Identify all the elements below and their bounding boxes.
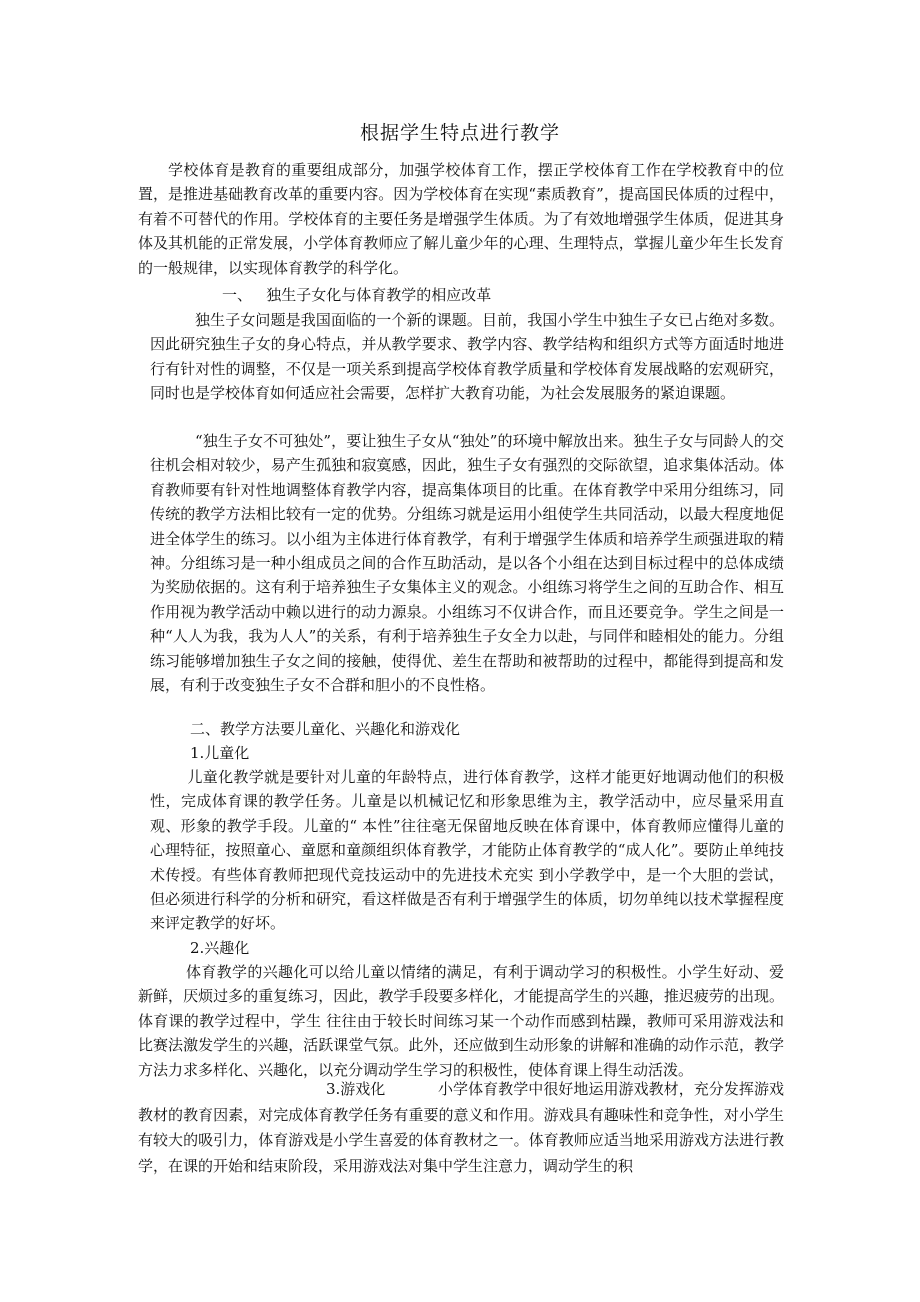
section-1-paragraph-2: “独生子女不可独处”，要让独生子女从“独处”的环境中解放出来。独生子女与同龄人的交往机会相对较少，易产生孤独和寂寞感，因此，独生子女有强烈的交际欲望，追求集体活动。体育教师要有针对性地调整体育教学内容，提高集体项目的比重。在体育教学中采用分组练习，同传统的教学方法相比较有一定的优势。分组练习就是运用小组使学生共同活动，以最大程度地促进全体学生的练习。以小组为主体进行体育教学，有利于增强学生体质和培养学生顽强进取的精神。分组练习是一种小组成员之间的合作互助活动，是以各个小组在达到目标过程中的总体成绩为奖励依据的。这有利于培养独生子女集体主义的观念。小组练习将学生之间的互助合作、相互作用视为教学活动中赖以进行的动力源泉。小组练习不仅讲合作，而且还要竞争。学生之间是一种“人人为我，我为人人”的关系，有利于培养独生子女全力以赴，与同伴和睦相处的能力。分组练习能够增加独生子女之间的接触，使得优、差生在帮助和被帮助的过程中，都能得到提高和发展，有利于改变独生子女不合群和胆小的不良性格。: [150, 432, 784, 695]
subsection-3-paragraph: 小学体育教学中很好地运用游戏教材，充分发挥游戏教材的教育因素，对完成体育教学任务有重要的意义和作用。游戏具有趣味性和竞争性，对小学生有较大的吸引力，体育游戏是小学生喜爱的体育教材之一。体育教师应适当地采用游戏方法进行教学，在课的开始和结束阶段，采用游戏法对集中学生注意力，调动学生的积: [138, 1080, 784, 1175]
section-1-paragraph-1: 独生子女问题是我国面临的一个新的课题。目前，我国小学生中独生子女已占绝对多数。因此研究独生子女的身心特点，并从教学要求、教学内容、教学结构和组织方式等方面适时地进行有针对性的调整，不仅是一项关系到提高学校体育教学质量和学校体育发展战略的宏观研究，同时也是学校体育如何适应社会需要，怎样扩大教育功能，为社会发展服务的紧迫课题。: [150, 311, 784, 403]
subsection-1-paragraph: 儿童化教学就是要针对儿童的年龄特点，进行体育教学，这样才能更好地调动他们的积极性，完成体育课的教学任务。儿童是以机械记忆和形象思维为主，教学活动中，应尽量采用直观、形象的教学手段。儿童的“ 本性”往往毫无保留地反映在体育课中，体育教师应懂得儿童的心理特征，按照童心、童愿和童颜组织体育教学，才能防止体育教学的“成人化”。要防止单纯技术传授。有些体育教师把现代竞技运动中的先进技术充实 到小学教学中，是一个大胆的尝试，但必须进行科学的分析和研究，看这样做是否有利于增强学生的体质，切勿单纯以技术掌握程度来评定教学的好坏。: [150, 768, 784, 933]
subsection-3-heading: 3.游戏化: [326, 1080, 386, 1098]
intro-paragraph: 学校体育是教育的重要组成部分，加强学校体育工作，摆正学校体育工作在学校教育中的位置，是推进基础教育改革的重要内容。因为学校体育在实现“素质教育”，提高国民体质的过程中，有着不可替代的作用。学校体育的主要任务是增强学生体质。为了有效地增强学生体质，促进其身体及其机能的正常发展，小学体育教师应了解儿童少年的心理、生理特点，掌握儿童少年生长发育的一般规律，以实现体育教学的科学化。: [138, 161, 784, 277]
section-1-heading: 一、 独生子女化与体育教学的相应改革: [222, 286, 492, 304]
subsection-1-heading: 1.儿童化: [190, 744, 250, 762]
subsection-2-heading: 2.兴趣化: [190, 939, 250, 957]
section-2-heading: 二、教学方法要儿童化、兴趣化和游戏化: [190, 720, 461, 738]
document-title: 根据学生特点进行教学: [359, 122, 560, 144]
subsection-2-paragraph: 体育教学的兴趣化可以给儿童以情绪的满足，有利于调动学习的积极性。小学生好动、爱新鲜，厌烦过多的重复练习，因此，教学手段要多样化，才能提高学生的兴趣，推迟疲劳的出现。体育课的教学过程中，学生 往往由于较长时间练习某一个动作而感到枯躁，教师可采用游戏法和比赛法激发学生的兴趣，活跃课堂气氛。此外，还应做到生动形象的讲解和准确的动作示范，教学方法力求多样化、兴趣化，以充分调动学生学习的积极性，使体育课上得生动活泼。: [138, 963, 784, 1079]
